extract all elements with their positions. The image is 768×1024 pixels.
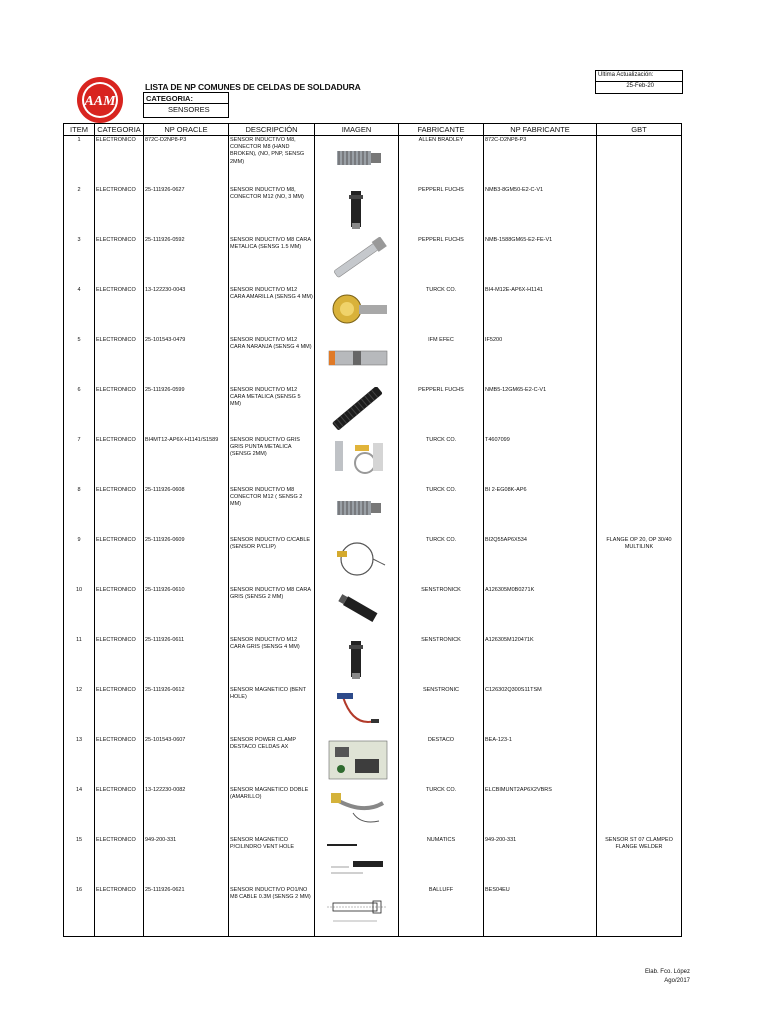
np-fabricante-cell: BI4-M12E-AP6X-H1141 <box>484 286 597 336</box>
fabricante-cell: PEPPERL FUCHS <box>399 236 484 286</box>
table-row <box>64 636 682 686</box>
aam-logo <box>76 76 124 124</box>
item-cell: 15 <box>64 836 95 886</box>
fabricante-cell: TURCK CO. <box>399 536 484 586</box>
fabricante-cell: PEPPERL FUCHS <box>399 386 484 436</box>
imagen-cell <box>315 536 399 586</box>
descripcion-cell: SENSOR INDUCTIVO C/CABLE (SENSOR P/CLIP) <box>229 536 315 586</box>
item-cell: 14 <box>64 786 95 836</box>
imagen-cell <box>315 886 399 937</box>
np-oracle-cell: 25-111926-0608 <box>144 486 229 536</box>
sensor-table <box>63 123 682 937</box>
np-fabricante-cell: IF5200 <box>484 336 597 386</box>
category-value: SENSORES <box>168 105 210 114</box>
descripcion-cell: SENSOR INDUCTIVO M12 CARA METALICA (SENSG 5 MM) <box>229 386 315 436</box>
column-header-gbt: GBT <box>597 124 682 136</box>
np-fabricante-cell: BI 2-EG08K-AP6 <box>484 486 597 536</box>
circuit-board-icon <box>323 737 391 781</box>
table-row <box>64 186 682 236</box>
fabricante-cell: SENSTRONICK <box>399 636 484 686</box>
descripcion-cell: SENSOR INDUCTIVO PO1/NO M8 CABLE 0.3M (SENSG 2 MM) <box>229 886 315 937</box>
np-oracle-cell: 25-111926-0592 <box>144 236 229 286</box>
table-row <box>64 486 682 536</box>
np-fabricante-cell: NMB5-12GM65-E2-C-V1 <box>484 386 597 436</box>
item-cell: 2 <box>64 186 95 236</box>
column-header-descripcion: DESCRIPCIÓN <box>229 124 315 136</box>
np-oracle-cell: 25-111926-0627 <box>144 186 229 236</box>
descripcion-cell: SENSOR MAGNETICO P/CILINDRO VENT HOLE <box>229 836 315 886</box>
table-row <box>64 536 682 586</box>
categoria-cell: ELECTRONICO <box>95 886 144 937</box>
table-row <box>64 136 682 187</box>
gbt-cell <box>597 686 682 736</box>
np-oracle-cell: 949-200-331 <box>144 836 229 886</box>
gbt-cell <box>597 286 682 336</box>
item-cell: 1 <box>64 136 95 187</box>
fabricante-cell: TURCK CO. <box>399 286 484 336</box>
table-row <box>64 586 682 636</box>
item-cell: 11 <box>64 636 95 686</box>
descripcion-cell: SENSOR MAGNETICO (BENT HOLE) <box>229 686 315 736</box>
table-row <box>64 386 682 436</box>
fabricante-cell: DESTACO <box>399 736 484 786</box>
np-oracle-cell: 25-111926-0611 <box>144 636 229 686</box>
fabricante-cell: TURCK CO. <box>399 786 484 836</box>
gbt-cell <box>597 486 682 536</box>
category-box <box>143 92 229 118</box>
np-fabricante-cell: A126305M120471K <box>484 636 597 686</box>
gbt-cell <box>597 436 682 486</box>
categoria-cell: ELECTRONICO <box>95 836 144 886</box>
update-box <box>595 70 683 94</box>
gbt-cell <box>597 136 682 187</box>
descripcion-cell: SENSOR INDUCTIVO M8 CARA METALICA (SENSG 1.5 MM) <box>229 236 315 286</box>
categoria-cell: ELECTRONICO <box>95 186 144 236</box>
imagen-cell <box>315 186 399 236</box>
categoria-cell: ELECTRONICO <box>95 586 144 636</box>
item-cell: 10 <box>64 586 95 636</box>
np-fabricante-cell: C126302Q300S11TSM <box>484 686 597 736</box>
np-oracle-cell: 13-122230-0043 <box>144 286 229 336</box>
imagen-cell <box>315 786 399 836</box>
np-oracle-cell: 25-111926-0621 <box>144 886 229 937</box>
imagen-cell <box>315 236 399 286</box>
imagen-cell <box>315 136 399 187</box>
black-sensor-icon <box>323 187 391 231</box>
threaded-sensor-icon <box>323 487 391 531</box>
fabricante-cell: SENSTRONICK <box>399 586 484 636</box>
np-fabricante-cell: 872C-D2NP8-P3 <box>484 136 597 187</box>
categoria-cell: ELECTRONICO <box>95 436 144 486</box>
column-header-item: ITEM <box>64 124 95 136</box>
table-row <box>64 686 682 736</box>
item-cell: 7 <box>64 436 95 486</box>
descripcion-cell: SENSOR INDUCTIVO GRIS GRIS PUNTA METALICA (SENSG 2MM) <box>229 436 315 486</box>
descripcion-cell: SENSOR POWER CLAMP DESTACO CELDAS AX <box>229 736 315 786</box>
categoria-cell: ELECTRONICO <box>95 386 144 436</box>
gbt-cell <box>597 386 682 436</box>
footer-author: Elab. Fco. López <box>644 969 690 975</box>
categoria-cell: ELECTRONICO <box>95 636 144 686</box>
fabricante-cell: SENSTRONIC <box>399 686 484 736</box>
gbt-cell <box>597 236 682 286</box>
np-oracle-cell: 13-122230-0082 <box>144 786 229 836</box>
sensor-kit-icon <box>323 437 391 481</box>
table-row <box>64 436 682 486</box>
np-fabricante-cell: NMB-1588GM65-E2-FE-V1 <box>484 236 597 286</box>
item-cell: 16 <box>64 886 95 937</box>
table-row <box>64 286 682 336</box>
drawing-sensor-icon <box>323 837 391 881</box>
item-cell: 12 <box>64 686 95 736</box>
categoria-cell: ELECTRONICO <box>95 236 144 286</box>
item-cell: 5 <box>64 336 95 386</box>
gbt-cell <box>597 736 682 786</box>
table-row <box>64 836 682 886</box>
logo-text: AAM <box>84 94 116 109</box>
np-fabricante-cell: A126305M0B0271K <box>484 586 597 636</box>
imagen-cell <box>315 336 399 386</box>
item-cell: 3 <box>64 236 95 286</box>
categoria-cell: ELECTRONICO <box>95 486 144 536</box>
np-fabricante-cell: 949-200-331 <box>484 836 597 886</box>
category-label: CATEGORIA: <box>146 94 193 103</box>
descripcion-cell: SENSOR INDUCTIVO M8, CONECTOR M12 (NO, 3 MM) <box>229 186 315 236</box>
np-oracle-cell: BI4MT12-AP6X-H1141/S1589 <box>144 436 229 486</box>
fabricante-cell: PEPPERL FUCHS <box>399 186 484 236</box>
gbt-cell <box>597 786 682 836</box>
column-header-np-fabricante: NP FABRICANTE <box>484 124 597 136</box>
table-row <box>64 786 682 836</box>
column-header-categoria: CATEGORIA <box>95 124 144 136</box>
np-oracle-cell: 25-111926-0612 <box>144 686 229 736</box>
np-fabricante-cell: ELCBIMUNT2AP6X2VBRS <box>484 786 597 836</box>
orange-face-sensor-icon <box>323 337 391 381</box>
fabricante-cell: NUMATICS <box>399 836 484 886</box>
categoria-cell: ELECTRONICO <box>95 736 144 786</box>
yellow-face-sensor-icon <box>323 287 391 331</box>
gbt-cell <box>597 586 682 636</box>
gbt-cell <box>597 186 682 236</box>
item-cell: 9 <box>64 536 95 586</box>
table-header-row <box>64 124 682 136</box>
column-header-np-oracle: NP ORACLE <box>144 124 229 136</box>
magnetic-cable-sensor-icon <box>323 687 391 731</box>
imagen-cell <box>315 286 399 336</box>
np-oracle-cell: 25-101543-0607 <box>144 736 229 786</box>
np-oracle-cell: 25-111926-0599 <box>144 386 229 436</box>
footer-date: Ago/2017 <box>664 978 690 984</box>
imagen-cell <box>315 586 399 636</box>
update-date: 25-Feb-20 <box>626 83 654 89</box>
np-fabricante-cell: BI2Q55AP6X534 <box>484 536 597 586</box>
gbt-cell <box>597 636 682 686</box>
column-header-fabricante: FABRICANTE <box>399 124 484 136</box>
gbt-cell: SENSOR ST 07 CLAMPEO FLANGE WELDER <box>597 836 682 886</box>
categoria-cell: ELECTRONICO <box>95 336 144 386</box>
technical-drawing-icon <box>323 887 391 931</box>
np-fabricante-cell: BEA-123-1 <box>484 736 597 786</box>
item-cell: 8 <box>64 486 95 536</box>
descripcion-cell: SENSOR MAGNETICO DOBLE (AMARILLO) <box>229 786 315 836</box>
imagen-cell <box>315 836 399 886</box>
gbt-cell <box>597 886 682 937</box>
fabricante-cell: BALLUFF <box>399 886 484 937</box>
table-row <box>64 736 682 786</box>
gbt-cell: FLANGE OP 20, OP 30/40 MULTILINK <box>597 536 682 586</box>
imagen-cell <box>315 436 399 486</box>
np-oracle-cell: 25-111926-0609 <box>144 536 229 586</box>
imagen-cell <box>315 636 399 686</box>
threaded-sensor-icon <box>323 137 391 181</box>
categoria-cell: ELECTRONICO <box>95 536 144 586</box>
descripcion-cell: SENSOR INDUCTIVO M12 CARA NARANJA (SENSG 4 MM) <box>229 336 315 386</box>
column-header-imagen: IMAGEN <box>315 124 399 136</box>
descripcion-cell: SENSOR INDUCTIVO M12 CARA GRIS (SENSG 4 MM) <box>229 636 315 686</box>
np-oracle-cell: 872C-D2NP8-P3 <box>144 136 229 187</box>
np-fabricante-cell: T4607099 <box>484 436 597 486</box>
table-row <box>64 236 682 286</box>
imagen-cell <box>315 736 399 786</box>
double-magnetic-sensor-icon <box>323 787 391 831</box>
np-oracle-cell: 25-101543-0479 <box>144 336 229 386</box>
fabricante-cell: TURCK CO. <box>399 436 484 486</box>
table-row <box>64 886 682 937</box>
item-cell: 13 <box>64 736 95 786</box>
black-long-sensor-icon <box>323 387 391 431</box>
update-label: Ultima Actualización: <box>598 72 654 78</box>
fabricante-cell: TURCK CO. <box>399 486 484 536</box>
descripcion-cell: SENSOR INDUCTIVO M12 CARA AMARILLA (SENSG 4 MM) <box>229 286 315 336</box>
np-fabricante-cell: NMB3-8GM50-E2-C-V1 <box>484 186 597 236</box>
categoria-cell: ELECTRONICO <box>95 286 144 336</box>
descripcion-cell: SENSOR INDUCTIVO M8 CONECTOR M12 ( SENSG 2 MM) <box>229 486 315 536</box>
np-fabricante-cell: BES04EU <box>484 886 597 937</box>
fabricante-cell: ALLEN BRADLEY <box>399 136 484 187</box>
item-cell: 6 <box>64 386 95 436</box>
imagen-cell <box>315 486 399 536</box>
fabricante-cell: IFM EFEC <box>399 336 484 386</box>
categoria-cell: ELECTRONICO <box>95 786 144 836</box>
cable-sensor-icon <box>323 537 391 581</box>
black-small-sensor-icon <box>323 587 391 631</box>
descripcion-cell: SENSOR INDUCTIVO M8, CONECTOR M8 (HAND BROKEN), (NO, PNP, SENSG 2MM) <box>229 136 315 187</box>
item-cell: 4 <box>64 286 95 336</box>
footer <box>645 968 690 986</box>
categoria-cell: ELECTRONICO <box>95 136 144 187</box>
gbt-cell <box>597 336 682 386</box>
imagen-cell <box>315 686 399 736</box>
descripcion-cell: SENSOR INDUCTIVO M8 CARA GRIS (SENSG 2 MM) <box>229 586 315 636</box>
long-metal-sensor-icon <box>323 237 391 281</box>
black-sensor-icon <box>323 637 391 681</box>
document-title: LISTA DE NP COMUNES DE CELDAS DE SOLDADURA <box>145 82 361 92</box>
table-row <box>64 336 682 386</box>
np-oracle-cell: 25-111926-0610 <box>144 586 229 636</box>
categoria-cell: ELECTRONICO <box>95 686 144 736</box>
imagen-cell <box>315 386 399 436</box>
